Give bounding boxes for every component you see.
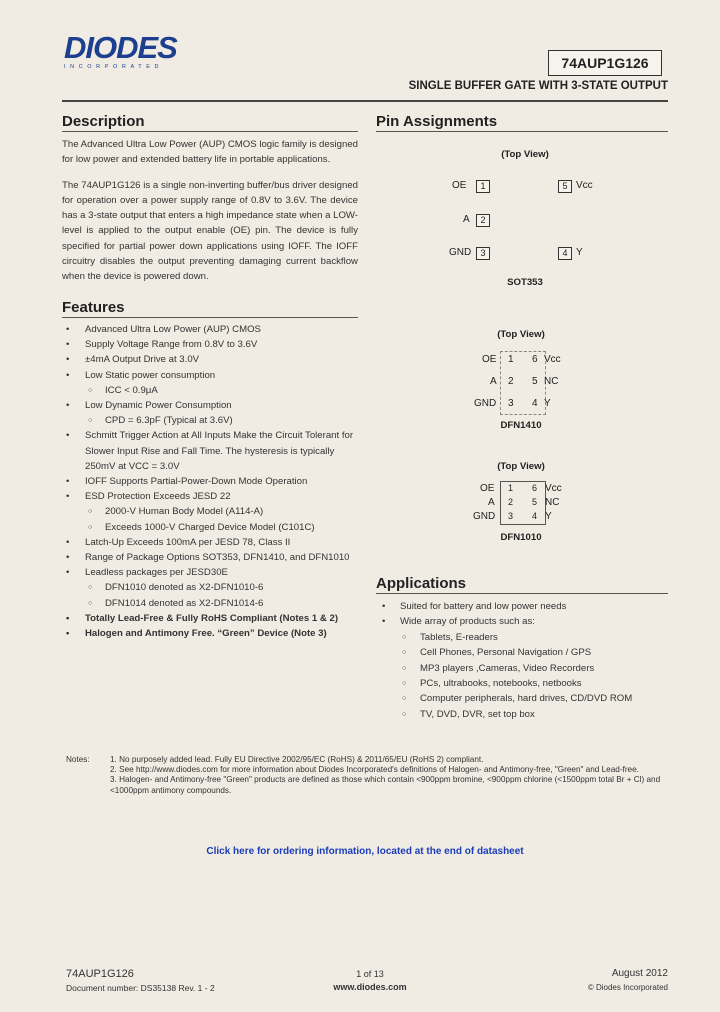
top-view-label-dfn1410: (Top View) — [497, 329, 545, 340]
features-section — [62, 299, 358, 641]
note-2: 2. See http://www.diodes.com for more information about Diodes Incorporated's definitions of Halogen- and Antimony-free, "Green" and Lead-free. — [110, 765, 639, 775]
dfn1410-pin1-number: 1 — [508, 354, 514, 365]
sot353-pin3-label: GND — [449, 247, 472, 258]
dfn1010-pin6-number: 6 — [532, 483, 538, 493]
dfn1410-pin2-label: A — [490, 376, 497, 387]
pin-assignments-title: Pin Assignments — [376, 113, 668, 132]
feature-item: • Latch-Up Exceeds 100mA per JESD 78, Class II — [62, 535, 358, 550]
footer-part-number: 74AUP1G126 — [66, 968, 134, 980]
description-para-2: The 74AUP1G126 is a single non-inverting buffer/bus driver designed for operation over a power supply range of 0.8V to 3.6V. The device has a 3-state output that enters a high impedance state when a LOW-level is applied to the output enable (OE) pin. The device is fully specified for partial power down applications using IOFF. The IOFF circuitry disables the output preventing damaging current backflow when the device is powered down. — [62, 179, 358, 283]
feature-item: ○ ICC < 0.9μA — [62, 383, 358, 398]
feature-item: • ESD Protection Exceeds JESD 22 — [62, 489, 358, 504]
top-view-label-sot353: (Top View) — [501, 149, 549, 160]
applications-title: Applications — [376, 575, 668, 594]
feature-item: • Supply Voltage Range from 0.8V to 3.6V — [62, 337, 358, 352]
logo-text: DIODES — [64, 30, 177, 65]
dfn1010-pin1-label: OE — [480, 483, 495, 494]
description-para-1: The Advanced Ultra Low Power (AUP) CMOS logic family is designed for low power and extended battery life in portable applications. — [62, 139, 358, 166]
application-item: ○ Computer peripherals, hard drives, CD/DVD ROM — [376, 691, 668, 706]
note-3: 3. Halogen- and Antimony-free "Green" products are defined as those which contain <900ppm bromine, <900ppm chlorine (<1500ppm total Br + Cl) and <1000ppm antimony compounds. — [110, 775, 661, 795]
dfn1010-pin5-label: NC — [545, 497, 560, 508]
dfn1410-pin5-number: 5 — [532, 376, 538, 387]
footer-page-number: 1 of 13 — [356, 969, 384, 979]
dfn1410-pin5-label: NC — [544, 376, 559, 387]
sot353-pin4-label: Y — [576, 247, 583, 258]
sot353-caption: SOT353 — [507, 277, 543, 288]
notes-body — [110, 755, 670, 796]
feature-item: • Leadless packages per JESD30E — [62, 565, 358, 580]
notes-label: Notes: — [66, 755, 90, 764]
application-item: ○ Tablets, E-readers — [376, 630, 668, 645]
dfn1410-package — [500, 351, 546, 415]
footer-document-number: Document number: DS35138 Rev. 1 - 2 — [66, 983, 215, 993]
dfn1010-pin3-label: GND — [473, 511, 496, 522]
features-list — [62, 322, 358, 641]
dfn1410-pin4-label: Y — [544, 398, 551, 409]
diodes-logo — [64, 32, 190, 74]
dfn1010-pin4-number: 4 — [532, 511, 538, 521]
ordering-info-link[interactable]: Click here for ordering information, located at the end of datasheet — [206, 846, 524, 857]
logo-subtext: INCORPORATED — [64, 64, 164, 70]
feature-item: ○ CPD = 6.3pF (Typical at 3.6V) — [62, 413, 358, 428]
feature-item: • Halogen and Antimony Free. “Green” Device (Note 3) — [62, 626, 358, 641]
sot353-pin1-label: OE — [452, 180, 467, 191]
description-title: Description — [62, 113, 358, 132]
dfn1010-pin3-number: 3 — [508, 511, 514, 521]
dfn1010-package — [500, 481, 546, 525]
footer-date: August 2012 — [611, 968, 668, 979]
dfn1410-pin6-number: 6 — [532, 354, 538, 365]
footer-copyright: © Diodes Incorporated — [587, 983, 668, 992]
dfn1010-pin2-number: 2 — [508, 497, 514, 507]
feature-item: • Range of Package Options SOT353, DFN1410, and DFN1010 — [62, 550, 358, 565]
dfn1010-pin2-label: A — [488, 497, 495, 508]
sot353-pin5-number: 5 — [558, 180, 572, 193]
feature-item: ○ DFN1010 denoted as X2-DFN1010-6 — [62, 580, 358, 595]
feature-item: • IOFF Supports Partial-Power-Down Mode Operation — [62, 474, 358, 489]
dfn1410-pin3-number: 3 — [508, 398, 514, 409]
application-item: ○ Cell Phones, Personal Navigation / GPS — [376, 645, 668, 660]
sot353-pin3-number: 3 — [476, 247, 490, 260]
feature-item: • Low Dynamic Power Consumption — [62, 398, 358, 413]
features-title: Features — [62, 299, 358, 318]
applications-list — [376, 599, 668, 722]
sot353-pin2-label: A — [463, 214, 470, 225]
application-item: ○ TV, DVD, DVR, set top box — [376, 707, 668, 722]
dfn1010-pin5-number: 5 — [532, 497, 538, 507]
pin-assignments-section — [376, 113, 668, 132]
dfn1010-caption: DFN1010 — [500, 532, 542, 543]
description-section — [62, 113, 358, 285]
dfn1410-caption: DFN1410 — [500, 420, 542, 431]
application-item: • Wide array of products such as: — [376, 614, 668, 629]
dfn1410-pin6-label: Vcc — [544, 354, 561, 365]
feature-item: ○ 2000-V Human Body Model (A114-A) — [62, 504, 358, 519]
feature-item: • Schmitt Trigger Action at All Inputs Make the Circuit Tolerant for Slower Input Rise and Fall Time. The hysteresis is typically 250mV at VCC = 3.0V — [62, 428, 358, 474]
sot353-pin1-number: 1 — [476, 180, 490, 193]
application-item: ○ PCs, ultrabooks, notebooks, netbooks — [376, 676, 668, 691]
note-1: 1. No purposely added lead. Fully EU Directive 2002/95/EC (RoHS) & 2011/65/EU (RoHS 2) compliant. — [110, 755, 484, 764]
footer-website-link[interactable]: www.diodes.com — [333, 982, 407, 992]
sot353-pin4-number: 4 — [558, 247, 572, 260]
sot353-pin5-label: Vcc — [576, 180, 593, 191]
feature-item: • Low Static power consumption — [62, 368, 358, 383]
feature-item: • Totally Lead-Free & Fully RoHS Compliant (Notes 1 & 2) — [62, 611, 358, 626]
application-item: ○ MP3 players ,Cameras, Video Recorders — [376, 661, 668, 676]
dfn1410-pin2-number: 2 — [508, 376, 514, 387]
applications-section — [376, 575, 668, 722]
dfn1010-pin1-number: 1 — [508, 483, 514, 493]
top-view-label-dfn1010: (Top View) — [497, 461, 545, 472]
feature-item: ○ DFN1014 denoted as X2-DFN1014-6 — [62, 596, 358, 611]
document-subtitle: SINGLE BUFFER GATE WITH 3-STATE OUTPUT — [408, 80, 668, 92]
header-divider — [62, 100, 668, 102]
dfn1010-pin4-label: Y — [545, 511, 552, 522]
feature-item: ○ Exceeds 1000-V Charged Device Model (C101C) — [62, 520, 358, 535]
application-item: • Suited for battery and low power needs — [376, 599, 668, 614]
dfn1410-pin4-number: 4 — [532, 398, 538, 409]
feature-item: • ±4mA Output Drive at 3.0V — [62, 352, 358, 367]
part-number-box: 74AUP1G126 — [548, 50, 662, 76]
dfn1410-pin1-label: OE — [482, 354, 497, 365]
dfn1010-pin6-label: Vcc — [545, 483, 562, 494]
sot353-pin2-number: 2 — [476, 214, 490, 227]
dfn1410-pin3-label: GND — [474, 398, 497, 409]
feature-item: • Advanced Ultra Low Power (AUP) CMOS — [62, 322, 358, 337]
